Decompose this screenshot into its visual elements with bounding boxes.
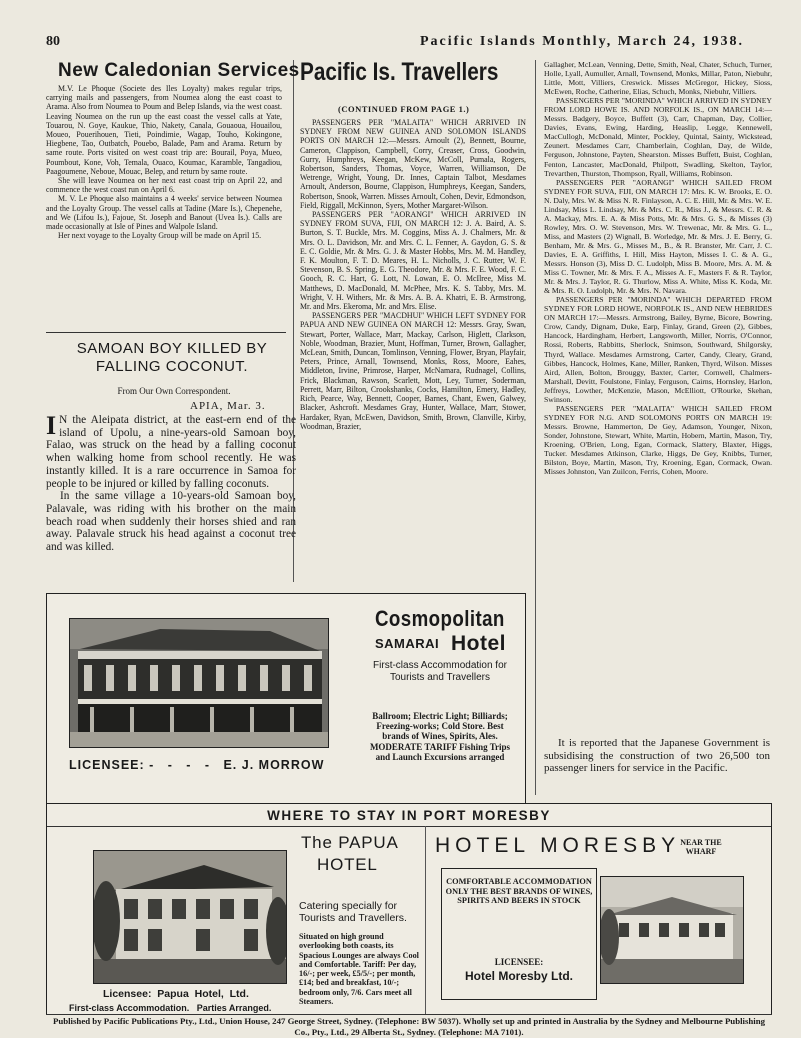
new-caledonian-article bbox=[46, 84, 282, 240]
samoa-article bbox=[46, 411, 296, 554]
cosmopolitan-title: Cosmopolitan bbox=[375, 606, 505, 631]
papua-licensee: Licensee: Papua Hotel, Ltd. bbox=[103, 988, 249, 1000]
article-paragraph: Her next voyage to the Loyalty Group will be made on April 15. bbox=[58, 231, 262, 241]
article-paragraph: She will leave Noumea on her next east coast trip on April 22, and commence the west coast run on April 6. bbox=[46, 176, 282, 195]
near-wharf-label: NEAR THE WHARF bbox=[680, 838, 722, 856]
ad-divider bbox=[425, 826, 426, 1014]
port-moresby-ad-title: WHERE TO STAY IN PORT MORESBY bbox=[267, 808, 551, 823]
papua-hotel-photo bbox=[93, 850, 287, 984]
hotel-photo bbox=[69, 618, 329, 748]
papua-hotel-title bbox=[301, 832, 399, 876]
ad-divider bbox=[47, 826, 771, 827]
page-number: 80 bbox=[46, 34, 60, 49]
moresby-comfort-text: COMFORTABLE ACCOMMODATION ONLY THE BEST BRANDS OF WINES, SPIRITS AND BEERS IN STOCK bbox=[445, 877, 593, 906]
samarai-label: SAMARAI bbox=[375, 636, 440, 651]
footer-rule bbox=[46, 1014, 772, 1015]
travellers-column-right bbox=[544, 60, 772, 476]
article-paragraph: In the same village a 10-years-old Samoan boy, Palavale, was riding with his brother on the main beach road when suddenly their horses shied and ran away. Palavale struck his head against a coconut tree and was killed. bbox=[46, 490, 296, 554]
article-paragraph: M.V. Le Phoque (Societe des Iles Loyalty) makes regular trips, carrying mails and passengers, from Noumea along the east coast to Arama. Also from Noumea to Poum and Belep Islands, via the west coast. Leaving Noumea on the run up the east coast the vessel calls at Yate, Touarou, N. Goye, Kaukue, Thio, Nakety, Canala, Gouaoua, Houailou, Moueo, Pouerihouen, Tieti, Poindimie, Wagap, Touho, Kokingone, Hiegbene, Tao, Outbatch, Pouebo, Balade, Pam and Arama. Return by same route. Ports visited on west coast trip are: Bourail, Poya, Mueo, Poumbout, Kone, Voh, Temala, Ouaco, Koumac, Karamble, Tangadiou, Paagoumene, Neboue, Mouac, Belep, and return by same route. bbox=[46, 84, 282, 176]
papua-title-line: The PAPUA bbox=[301, 833, 399, 852]
hotel-moresby-title: HOTEL MORESBY bbox=[435, 834, 681, 857]
travellers-heading: Pacific Is. Travellers bbox=[300, 58, 499, 86]
samoa-heading-line: FALLING COCONUT. bbox=[95, 358, 249, 375]
hotel-moresby-image bbox=[601, 877, 743, 983]
cosmopolitan-description: First-class Accommodation for Tourists and Travellers bbox=[373, 660, 507, 683]
column-rule bbox=[535, 60, 536, 795]
passenger-list: PASSENGERS PER "AORANGI" WHICH SAILED FROM SYDNEY FOR SUVA, FIJI, ON MARCH 17: Mrs. K. W. Brooks, E. O. N. Daly, Mrs. W. & Miss N. R. Finlayson, A. C. E. Hill, Mr. & Mrs. W. E. Lindsay, Miss L. Lindsay, Mr. & Mrs. C. R., Miss J., & Messrs. C. R. & A. Mackay, Mrs. E. A. & Miss Potts, Mr. & Mrs. G. S., & Misses (3) Rowley, Mrs. O. W. Stevenson, Mrs. W. Trewenac, Mr. & Mrs. G. L., Miss, and Masters (2) Wignall, B. Worledge, Mr. & Mrs. J. E. Berry, G. Benham, Mr. & Mrs. G., Misses M., B., & R. Branster, Mr. Carr, J. C. Davies, E. A. Griffiths, I. Hill, Miss Hayton, Misses I. C. & A. G., Messrs. Honson (3), Miss D. C. Ludolph, Miss B. Moore, Mrs. A. M. & Miss C. Towner, Mr. & Mrs. F. A., Misses A. F., Masters F. & R. Taylor, Mr. & Mrs. J. Taylor, R. G. Thurlow, Miss A. White, Miss K. Koda, Mr. & Mrs. R. O. Ludolph, Mr. & Mrs. N. Navara. bbox=[544, 177, 772, 296]
article-paragraph: M. V. Le Phoque also maintains a 4 weeks' service between Noumea and the Loyalty Group. The vessel calls at Tadine (Mare Is.), Chepenehe, and We (Lifou Is.), Fajoue, St. Joseph and Banout (Uvea Is.). Calls are made occasionally at Isle of Pines and Walpole Island. bbox=[46, 194, 282, 232]
passenger-list: PASSENGERS PER "AORANGI" WHICH ARRIVED IN SYDNEY FROM SUVA, FIJI, ON MARCH 12: J. A. Baird, A. S. Burton, S. T. Buckle, Mrs. M. Coggins, Miss A. J. Chalmers, Mr. & Mrs. O. L. Davidson, Mr. and Mrs. C. L. Fenner, A. Gaydon, G. S. & E. C. Goldie, Mr. & Mrs. G. J. & Master Hobbs, Mrs. M. M. Handley, F. K. Moulton, F. T. D. Meares, H. L. Nicholls, J. C. Rutter, W. F. Stevenson, B. S. Spring, E. G. Theodore, Mr. & Mrs. F. E. Wood, F. C. Gooch, R. C. Hart, G. Lott, N. Lowan, E. O. McIlree, Miss M. Matthews, D. MacDonald, M. McPhee, Mrs. K. S. Tabby, Mrs. M. Wright, V. H. Withers, Mr. & Mrs. A. B. A. Khatri, E. B. Armstrong, Mr. and Mrs. Ekeroma, Mr. and Mrs. Elise. bbox=[300, 210, 526, 312]
moresby-licensee-label: LICENSEE: bbox=[494, 957, 544, 967]
samoa-heading-line: SAMOAN BOY KILLED BY bbox=[76, 340, 268, 357]
travellers-column-middle bbox=[300, 118, 526, 431]
continued-note: (CONTINUED FROM PAGE 1.) bbox=[338, 104, 470, 114]
port-moresby-ad bbox=[46, 803, 772, 1015]
papua-hotel-image bbox=[94, 851, 286, 983]
samoa-heading bbox=[62, 340, 282, 376]
masthead: Pacific Islands Monthly, March 24, 1938. bbox=[420, 34, 744, 49]
new-caledonian-heading: New Caledonian Services bbox=[58, 60, 300, 81]
hotel-building-image bbox=[70, 619, 328, 747]
section-divider bbox=[46, 332, 286, 333]
papua-title-line: HOTEL bbox=[317, 855, 378, 874]
papua-catering: Catering specially for Tourists and Travellers. bbox=[299, 900, 407, 924]
moresby-licensee-name: Hotel Moresby Ltd. bbox=[464, 969, 573, 983]
correspondent-line: From Our Own Correspondent. bbox=[117, 386, 231, 396]
drop-cap: I bbox=[46, 411, 57, 440]
publisher-footer: Published by Pacific Publications Pty., Ltd., Union House, 247 George Street, Sydney. (Telephone: BW 5037). Wholly set up and printed in Australia by the Sydney and Melbourne Publishing Co., Pty., Ltd., 29 Alberta St., Sydney. (Telephone: MA 7101). bbox=[52, 1016, 766, 1037]
papua-first-class: First-class Accommodation. Parties Arranged. bbox=[69, 1003, 272, 1013]
dateline: APIA, Mar. 3. bbox=[190, 400, 266, 412]
cosmopolitan-hotel-ad bbox=[46, 593, 526, 807]
cosmopolitan-licensee: LICENSEE: - - - - E. J. MORROW bbox=[69, 758, 325, 772]
passenger-list: PASSENGERS PER "MORINDA" WHICH DEPARTED FROM SYDNEY FOR LORD HOWE, NORFOLK IS., AND NEW HEBRIDES ON MARCH 17:—Messrs. Armstrong, Bailey, Byrne, Bicore, Bowring, Crow, Candy, Dignam, Duke, Earp, Finlay, Grand, Green (2), Gibbes, Hancock, Hardingham, Herbert, Langsworth, Miller, Norris, O'Connor, Rossi, Roberts, Rabbitts, Sherlock, Snimson, Southward, Shilgorsky, Thyrd, Wallace. Mesdames Armstrong, Carter, Candy, Cleary, Grand, Gibbes, Hancock, Holmes, Kane, Miller, Ranken, Thyrd, Wilson. Misses Aird, Allen, Bolton, Brouggy, Baxter, Carter, Cornwell, Chalmers-Marshall, Devitt, Foulstone, Finlay, Ferguson, Cairns, Hornsley, Harlon, Jeffreys, Lowther, McKenzie, Mason, McElliott, O'Rourke, Skehan, Swinson. bbox=[544, 295, 772, 404]
article-paragraph bbox=[46, 411, 296, 490]
passenger-list: PASSENGERS PER "MALAITA" WHICH ARRIVED IN SYDNEY FROM NEW GUINEA AND SOLOMON ISLANDS PORTS ON MARCH 12:—Messrs. Arnoult (2), Bennett, Bourne, Cameron, Clappison, Campbell, Corry, Creaser, Cross, Goodwin, Gurry, Humphreys, Keegan, McKew, McColl, Pumala, Rogers, Robertson, Sanders, Thomas, Voyce, Warren, Williamson, De Wetrenge, Wright, Young, Dr. Innes, Captain Talbot, Mesdames Arnoult, Anderson, Bourne, Clappison, Humphreys, Keegan, Sanders, Robertson, Snook, Warren. Misses Arnoult, Cohen, Devir, Edmondson, Field, Riggall, McKinnon, Syers, Mother Margaret-Wilson. bbox=[300, 118, 526, 210]
hotel-label: Hotel bbox=[451, 632, 506, 655]
cosmopolitan-amenities: Ballroom; Electric Light; Billiards; Freezing-works; Cold Store. Best brands of Wines, Spirits, Ales. MODERATE TARIFF Fishing Trips and Launch Excursions arranged bbox=[369, 711, 511, 762]
papua-details: Situated on high ground overlooking both coasts, its Spacious Lounges are always Cool and Comfortable. Tariff: Per day, 16/-; per week, £5/5/-; per month, £14; bed and breakfast, 10/-; bedroom only, 7/6. Cars meet all Steamers. bbox=[299, 932, 419, 1007]
hotel-moresby-box bbox=[441, 868, 597, 1000]
passenger-list: PASSENGERS PER "MORINDA" WHICH ARRIVED IN SYDNEY FROM LORD HOWE IS. AND NORFOLK IS., ON MARCH 14:—Messrs. Badgery, Boyce, Buffett (3), Carr, Chapman, Day, Collier, Davies, Evans, Ewing, Harding, Heaslip, Legge, Kennewell, MacCullogh, McDonald, Minter, Pockley, Quintal, Sainty, Wickstead, Zeunert. Mesdames Carr, Chamberlain, Coghlan, Day, de Wilde, Ferguson, Johnstone, Payten, Shearston. Misses Buffett, Buist, Coghlan, Fenton, Lancaster, MacDonald, Philpott, Swadling, Skelton, Taylor, Trevarthen, Thurston, Thompson, Ryall, Williams, Robinson. bbox=[544, 96, 772, 178]
passenger-list: PASSENGERS PER "MALAITA" WHICH SAILED FROM SYDNEY FOR N.G. AND SOLOMONS PORTS ON MARCH 19: Messrs. Browne, Hammerton, De Gey, Adamson, Younger, Nixon, Sonder, Johnstone, Stewart, White, Martin, Hobern, Martin, Mason, Try, Kroening, O'Brien, Long, Egan, Cormack, Slattery, Blaxter, Higgs, Tucker. Mesdames Atkinson, Clarke, Higgs, De Gey, Knibbs, Turner, Bilston, Boye, Martin, Mason, Try, Kroening, Egan, Cormack, Owan. Misses Johnston, Van Zuilcon, Ferris, Cohen, Moore. bbox=[544, 403, 772, 477]
japanese-liners-note: It is reported that the Japanese Government is subsidising the construction of two 26,500 ton passenger liners for service in the Pacific. bbox=[544, 737, 770, 774]
hotel-moresby-photo bbox=[600, 876, 744, 984]
article-text: N the Aleipata district, at the east-ern end of the island of Upolu, a nine-years-old Samoan boy, Falao, was struck on the head by a falling coconut when walking home from school recently. He was instantly killed. It is a rare occurrence in Samoa for people to be injured or killed by falling coconuts. bbox=[46, 414, 296, 490]
passenger-list: Gallagher, McLean, Venning, Dette, Smith, Neal, Chater, Schuch, Turner, Holle, Lyall, Aumuller, Arnall, Townsend, Monks, Millar, Paton, Niebuhr, Little, Mott, Villiers, Creswick. Misses McGregor, Hickey, Sioss, McEwen, Roche, Catherine, Elias, Schuch, Monks, Niebuhr, Villiers. bbox=[544, 60, 772, 97]
passenger-list: PASSENGERS PER "MACDHUI" WHICH LEFT SYDNEY FOR PAPUA AND NEW GUINEA ON MARCH 12: Messrs. Gray, Swan, Stewart, Porter, Wallace, Marr, Mackay, Carlson, Higlett, Clarkson, Noble, Woodman, Brazier, Munt, Hoffman, Turner, Brown, Gallagher, McLean, Smith, Duncan, Tomlinson, Venning, Flower, Bryan, Playfair, Peters, Prince, Arnall, Townsend, Monks, Ross, Moore, Eahes, Middleton, Irvine, Primrose, Harper, McNamara, Rudnagel, Collins, Frick, Blackman, Rawson, Scarlett, Mott, Ley, Turner, Soderman, Perrett, Marr, Bilton, Crookshanks, Cocks, Hamilton, Emery, Hadley, Rich, Pearce, Way, Bennett, Cooper, Barnes, Chant, Ewen, Galwey, Blacker, Ashcroft. Mesdames Gray, Hunter, Wallace, Marr, Stower, Hardaker, Ryan, McEwen, Davidson, Smith, Brown, Clanville, Kirby, Woodman, Brazier, bbox=[300, 311, 526, 431]
